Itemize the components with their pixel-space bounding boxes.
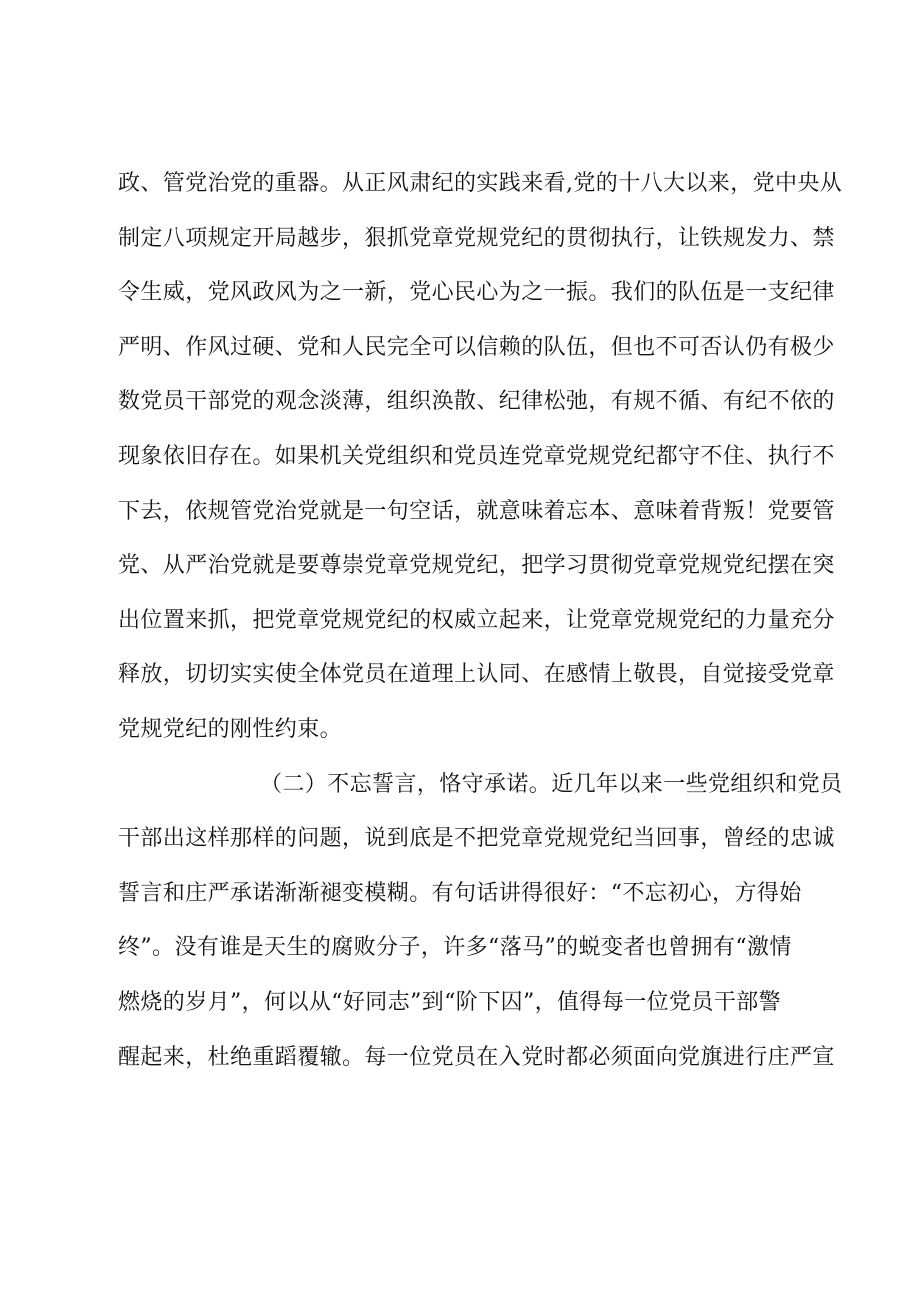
text-line: 醒起来，杜绝重蹈覆辙。每一位党员在入党时都必须面向党旗进行庄严宣: [118, 1044, 835, 1070]
text-line: 严明、作风过硬、党和人民完全可以信赖的队伍，但也不可否认仍有极少: [118, 334, 835, 360]
text-line: 出位置来抓，把党章党规党纪的权威立起来，让党章党规党纪的力量充分: [118, 607, 835, 633]
text-line: 制定八项规定开局越步，狠抓党章党规党纪的贯彻执行，让铁规发力、禁: [118, 225, 835, 251]
text-line: 政、管党治党的重器。从正风肃纪的实践来看,党的十八大以来，党中央从: [118, 171, 843, 196]
text-line: 令生威，党风政风为之一新，党心民心为之一振。我们的队伍是一支纪律: [118, 280, 835, 306]
text-line: 党、从严治党就是要尊崇党章党规党纪，把学习贯彻党章党规党纪摆在突: [118, 553, 835, 579]
text-line: 释放，切切实实使全体党员在道理上认同、在感情上敬畏，自觉接受党章: [118, 662, 835, 688]
text-line: 干部出这样那样的问题，说到底是不把党章党规党纪当回事，曾经的忠诚: [118, 826, 835, 852]
text-line: 誓言和庄严承诺渐渐褪变模糊。有句话讲得很好：“不忘初心，方得始: [118, 880, 802, 906]
text-line: 终”。没有谁是天生的腐败分子，许多“落马”的蜕变者也曾拥有“激情: [118, 935, 792, 961]
text-line: 现象依旧存在。如果机关党组织和党员连党章党规党纪都守不住、执行不: [118, 443, 835, 469]
text-line: 下去，依规管党治党就是一句空话，就意味着忘本、意味着背叛！党要管: [118, 498, 835, 524]
section-heading-line: （二）不忘誓言，恪守承诺。近几年以来一些党组织和党员: [260, 771, 843, 797]
text-line: 党规党纪的刚性约束。: [118, 716, 343, 742]
text-line: 数党员干部党的观念淡薄，组织涣散、纪律松弛，有规不循、有纪不依的: [118, 389, 835, 415]
body-text: [118, 157, 843, 1085]
text-line: 燃烧的岁月”，何以从“好同志”到“阶下囚”，值得每一位党员干部警: [118, 989, 782, 1015]
